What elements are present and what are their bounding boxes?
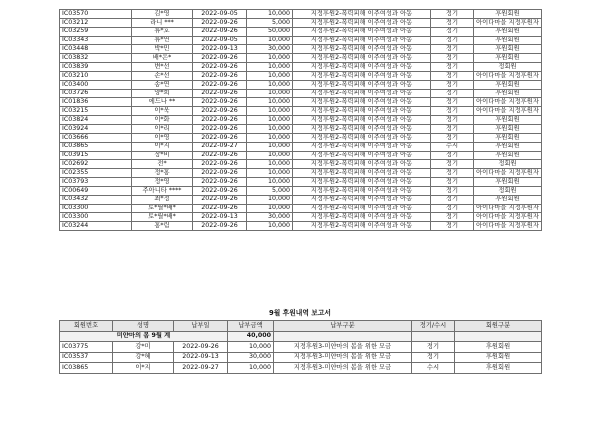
cell-category: 지정후원2-폭력피해 이주여성과 아동 xyxy=(293,80,431,89)
cell-name: 홍*림 xyxy=(132,222,193,231)
cell-category: 지정후원2-폭력피해 이주여성과 아동 xyxy=(293,133,431,142)
cell-amount: 30,000 xyxy=(247,45,293,54)
cell-type: 정기 xyxy=(431,169,474,178)
table-row xyxy=(60,63,542,72)
cell-type: 정기 xyxy=(431,63,474,72)
cell-member-type: 아이다마을 지정후원자 xyxy=(474,98,542,107)
header-category: 납부구분 xyxy=(274,321,412,332)
cell-member-id: IC03244 xyxy=(60,222,132,231)
cell-member-type: 후원회원 xyxy=(474,54,542,63)
cell-member-type: 아이다마을 지정후원자 xyxy=(474,18,542,27)
cell-date: 2022-09-26 xyxy=(193,54,247,63)
table-row xyxy=(60,18,542,27)
cell-member-type: 후원회원 xyxy=(474,124,542,133)
cell-type: 정기 xyxy=(431,116,474,125)
header-date: 납부일 xyxy=(174,321,228,332)
cell-category: 지정후원2-폭력피해 이주여성과 아동 xyxy=(293,160,431,169)
cell-amount: 10,000 xyxy=(247,54,293,63)
donor-table xyxy=(59,9,542,231)
cell-amount: 10,000 xyxy=(247,133,293,142)
cell-name: 전* xyxy=(132,160,193,169)
cell-type: 정기 xyxy=(431,222,474,231)
cell-amount: 10,000 xyxy=(247,204,293,213)
cell-type: 정기 xyxy=(431,204,474,213)
cell-member-type: 아이다마을 지정후원자 xyxy=(474,222,542,231)
cell-member-type: 후원회원 xyxy=(455,363,542,374)
cell-amount: 10,000 xyxy=(247,71,293,80)
cell-date: 2022-09-26 xyxy=(193,204,247,213)
cell-category: 지정후원2-폭력피해 이주여성과 아동 xyxy=(293,71,431,80)
cell-member-type: 아이다마을 지정후원자 xyxy=(474,107,542,116)
cell-category: 지정후원3-미얀마의 봄을 위한 모금 xyxy=(274,352,412,363)
report-header-row xyxy=(60,321,542,332)
cell-amount: 50,000 xyxy=(247,27,293,36)
cell-type: 정기 xyxy=(412,352,455,363)
cell-name: 손*선 xyxy=(132,71,193,80)
cell-type: 정기 xyxy=(431,10,474,19)
cell-type: 정기 xyxy=(431,98,474,107)
table-row xyxy=(60,54,542,63)
header-amount: 납부금액 xyxy=(228,321,274,332)
table-row xyxy=(60,142,542,151)
header-type: 정기/수시 xyxy=(412,321,455,332)
table-row xyxy=(60,133,542,142)
cell-date: 2022-09-13 xyxy=(174,352,228,363)
cell-date: 2022-09-26 xyxy=(193,71,247,80)
cell-member-type: 후원회원 xyxy=(474,195,542,204)
cell-member-type: 후원회원 xyxy=(474,89,542,98)
cell-name: 김*영 xyxy=(132,10,193,19)
table-row xyxy=(60,36,542,45)
cell-amount: 10,000 xyxy=(247,36,293,45)
cell-name: 이*화 xyxy=(132,116,193,125)
cell-category: 지정후원2-폭력피해 이주여성과 아동 xyxy=(293,195,431,204)
cell-name: 이*욱 xyxy=(132,107,193,116)
cell-member-type: 후원회원 xyxy=(455,352,542,363)
cell-type: 정기 xyxy=(431,89,474,98)
cell-name: 이*리 xyxy=(132,124,193,133)
cell-member-id: IC03865 xyxy=(60,363,113,374)
cell-category: 지정후원2-폭력피해 이주여성과 아동 xyxy=(293,54,431,63)
cell-category: 지정후원2-폭력피해 이주여성과 아동 xyxy=(293,186,431,195)
cell-member-id: IC03537 xyxy=(60,352,113,363)
cell-type: 정기 xyxy=(431,107,474,116)
subtotal-empty xyxy=(412,331,455,342)
cell-member-type: 정회원 xyxy=(474,160,542,169)
cell-date: 2022-09-05 xyxy=(193,10,247,19)
cell-amount: 5,000 xyxy=(247,186,293,195)
cell-date: 2022-09-05 xyxy=(193,36,247,45)
cell-type: 정기 xyxy=(431,80,474,89)
cell-amount: 10,000 xyxy=(247,151,293,160)
cell-amount: 10,000 xyxy=(247,89,293,98)
cell-name: 배*은* xyxy=(132,54,193,63)
table-row xyxy=(60,160,542,169)
cell-category: 지정후원2-폭력피해 이주여성과 아동 xyxy=(293,89,431,98)
cell-category: 지정후원2-폭력피해 이주여성과 아동 xyxy=(293,18,431,27)
table-row xyxy=(60,71,542,80)
cell-amount: 10,000 xyxy=(247,116,293,125)
cell-date: 2022-09-26 xyxy=(193,169,247,178)
cell-name: 박*민 xyxy=(132,45,193,54)
cell-date: 2022-09-26 xyxy=(193,222,247,231)
cell-category: 지정후원3-미얀마의 봄을 위한 모금 xyxy=(274,363,412,374)
cell-name: 토*릴*배* xyxy=(132,204,193,213)
cell-date: 2022-09-26 xyxy=(193,124,247,133)
report-table-body xyxy=(60,321,542,374)
cell-amount: 10,000 xyxy=(247,98,293,107)
cell-member-type: 정회원 xyxy=(474,186,542,195)
cell-member-id: IC00649 xyxy=(60,186,132,195)
cell-category: 지정후원2-폭력피해 이주여성과 아동 xyxy=(293,178,431,187)
cell-member-type: 후원회원 xyxy=(474,80,542,89)
subtotal-empty xyxy=(274,331,412,342)
donor-table-body xyxy=(60,10,542,231)
cell-member-id: IC03259 xyxy=(60,27,132,36)
cell-member-id: IC03343 xyxy=(60,36,132,45)
cell-member-id: IC03400 xyxy=(60,80,132,89)
cell-category: 지정후원2-폭력피해 이주여성과 아동 xyxy=(293,213,431,222)
cell-category: 지정후원2-폭력피해 이주여성과 아동 xyxy=(293,107,431,116)
cell-type: 정기 xyxy=(431,178,474,187)
subtotal-row xyxy=(60,331,542,342)
cell-member-type: 후원회원 xyxy=(474,151,542,160)
cell-member-id: IC03300 xyxy=(60,204,132,213)
cell-type: 정기 xyxy=(412,342,455,353)
cell-category: 지정후원2-폭력피해 이주여성과 아동 xyxy=(293,142,431,151)
cell-amount: 10,000 xyxy=(247,63,293,72)
cell-name: 강*미 xyxy=(113,342,174,353)
cell-member-id: IC03432 xyxy=(60,195,132,204)
cell-date: 2022-09-26 xyxy=(193,116,247,125)
cell-name: 변*선 xyxy=(132,63,193,72)
cell-type: 정기 xyxy=(431,195,474,204)
subtotal-label: 미얀마의 봄 9월 계 xyxy=(60,331,228,342)
cell-member-type: 아이다마을 지정후원자 xyxy=(474,213,542,222)
cell-member-id: IC03793 xyxy=(60,178,132,187)
table-row xyxy=(60,352,542,363)
cell-type: 정기 xyxy=(431,133,474,142)
table-row xyxy=(60,89,542,98)
cell-category: 지정후원2-폭력피해 이주여성과 아동 xyxy=(293,151,431,160)
cell-name: 최*정 xyxy=(132,195,193,204)
cell-date: 2022-09-26 xyxy=(193,27,247,36)
cell-member-id: IC03839 xyxy=(60,63,132,72)
cell-type: 정기 xyxy=(431,45,474,54)
cell-name: 양*희 xyxy=(132,89,193,98)
cell-member-type: 후원회원 xyxy=(474,142,542,151)
cell-date: 2022-09-26 xyxy=(193,133,247,142)
table-row xyxy=(60,222,542,231)
cell-name: 정*홍 xyxy=(132,169,193,178)
cell-category: 지정후원2-폭력피해 이주여성과 아동 xyxy=(293,36,431,45)
cell-date: 2022-09-26 xyxy=(193,18,247,27)
cell-date: 2022-09-13 xyxy=(193,213,247,222)
cell-member-id: IC01836 xyxy=(60,98,132,107)
cell-member-id: IC03666 xyxy=(60,133,132,142)
table-row xyxy=(60,10,542,19)
cell-member-id: IC03300 xyxy=(60,213,132,222)
cell-name: 이*영 xyxy=(132,133,193,142)
cell-name: 라니 *** xyxy=(132,18,193,27)
cell-type: 정기 xyxy=(431,160,474,169)
cell-member-type: 아이다마을 지정후원자 xyxy=(474,169,542,178)
cell-amount: 10,000 xyxy=(247,178,293,187)
cell-category: 지정후원2-폭력피해 이주여성과 아동 xyxy=(293,10,431,19)
cell-name: 강*혜 xyxy=(113,352,174,363)
cell-member-id: IC03775 xyxy=(60,342,113,353)
cell-date: 2022-09-26 xyxy=(193,178,247,187)
cell-date: 2022-09-26 xyxy=(193,107,247,116)
cell-member-type: 정회원 xyxy=(474,63,542,72)
cell-category: 지정후원2-폭력피해 이주여성과 아동 xyxy=(293,124,431,133)
cell-name: 이*지 xyxy=(113,363,174,374)
cell-member-type: 후원회원 xyxy=(474,10,542,19)
cell-amount: 10,000 xyxy=(247,160,293,169)
table-row xyxy=(60,342,542,353)
cell-member-id: IC03832 xyxy=(60,54,132,63)
cell-date: 2022-09-13 xyxy=(193,45,247,54)
cell-category: 지정후원2-폭력피해 이주여성과 아동 xyxy=(293,169,431,178)
cell-name: 에드나 ** xyxy=(132,98,193,107)
cell-member-id: IC03924 xyxy=(60,124,132,133)
cell-member-id: IC03570 xyxy=(60,10,132,19)
cell-member-type: 후원회원 xyxy=(474,178,542,187)
report-table xyxy=(59,320,542,374)
cell-category: 지정후원2-폭력피해 이주여성과 아동 xyxy=(293,204,431,213)
cell-name: 정*영 xyxy=(132,178,193,187)
cell-category: 지정후원2-폭력피해 이주여성과 아동 xyxy=(293,116,431,125)
header-member-type: 회원구분 xyxy=(455,321,542,332)
cell-member-id: IC03210 xyxy=(60,71,132,80)
table-row xyxy=(60,107,542,116)
cell-member-id: IC03212 xyxy=(60,18,132,27)
table-row xyxy=(60,195,542,204)
cell-amount: 30,000 xyxy=(247,213,293,222)
cell-amount: 30,000 xyxy=(228,352,274,363)
subtotal-empty xyxy=(455,331,542,342)
report-title: 9월 후원내역 보고서 xyxy=(269,309,331,317)
cell-amount: 10,000 xyxy=(247,107,293,116)
cell-type: 정기 xyxy=(431,213,474,222)
cell-name: 장*비 xyxy=(132,151,193,160)
cell-date: 2022-09-27 xyxy=(174,363,228,374)
cell-member-type: 아이다마을 지정후원자 xyxy=(474,204,542,213)
cell-category: 지정후원2-폭력피해 이주여성과 아동 xyxy=(293,222,431,231)
cell-type: 정기 xyxy=(431,18,474,27)
cell-date: 2022-09-26 xyxy=(193,151,247,160)
table-row xyxy=(60,124,542,133)
cell-amount: 10,000 xyxy=(247,142,293,151)
cell-amount: 10,000 xyxy=(228,363,274,374)
header-member-id: 회원번호 xyxy=(60,321,113,332)
cell-amount: 10,000 xyxy=(247,80,293,89)
cell-date: 2022-09-26 xyxy=(193,195,247,204)
cell-date: 2022-09-26 xyxy=(174,342,228,353)
table-row xyxy=(60,204,542,213)
subtotal-amount: 40,000 xyxy=(228,331,274,342)
cell-member-id: IC03215 xyxy=(60,107,132,116)
cell-category: 지정후원2-폭력피해 이주여성과 아동 xyxy=(293,63,431,72)
cell-name: 이*지 xyxy=(132,142,193,151)
cell-type: 정기 xyxy=(431,54,474,63)
cell-category: 지정후원2-폭력피해 이주여성과 아동 xyxy=(293,45,431,54)
header-name: 성명 xyxy=(113,321,174,332)
cell-date: 2022-09-26 xyxy=(193,98,247,107)
cell-member-id: IC03726 xyxy=(60,89,132,98)
table-row xyxy=(60,98,542,107)
cell-type: 수시 xyxy=(431,142,474,151)
cell-member-type: 후원회원 xyxy=(474,45,542,54)
cell-member-id: IC03824 xyxy=(60,116,132,125)
cell-member-id: IC03915 xyxy=(60,151,132,160)
cell-name: 토*릴*배* xyxy=(132,213,193,222)
table-row xyxy=(60,186,542,195)
cell-amount: 5,000 xyxy=(247,18,293,27)
table-row xyxy=(60,169,542,178)
table-row xyxy=(60,116,542,125)
cell-member-type: 후원회원 xyxy=(474,36,542,45)
cell-type: 수시 xyxy=(412,363,455,374)
cell-member-type: 후원회원 xyxy=(474,116,542,125)
cell-date: 2022-09-26 xyxy=(193,160,247,169)
cell-member-id: IC02692 xyxy=(60,160,132,169)
cell-amount: 10,000 xyxy=(247,169,293,178)
table-row xyxy=(60,80,542,89)
cell-type: 정기 xyxy=(431,27,474,36)
cell-amount: 10,000 xyxy=(247,10,293,19)
table-row xyxy=(60,213,542,222)
cell-date: 2022-09-26 xyxy=(193,186,247,195)
cell-type: 정기 xyxy=(431,124,474,133)
cell-date: 2022-09-26 xyxy=(193,63,247,72)
cell-type: 정기 xyxy=(431,36,474,45)
cell-member-type: 후원회원 xyxy=(455,342,542,353)
cell-name: 송*연 xyxy=(132,80,193,89)
cell-member-id: IC03865 xyxy=(60,142,132,151)
cell-member-type: 후원회원 xyxy=(474,133,542,142)
cell-amount: 10,000 xyxy=(228,342,274,353)
cell-member-type: 아이다마을 지정후원자 xyxy=(474,71,542,80)
cell-amount: 10,000 xyxy=(247,124,293,133)
cell-type: 정기 xyxy=(431,71,474,80)
cell-type: 정기 xyxy=(431,151,474,160)
cell-category: 지정후원2-폭력피해 이주여성과 아동 xyxy=(293,98,431,107)
cell-member-id: IC03448 xyxy=(60,45,132,54)
table-row xyxy=(60,45,542,54)
table-row xyxy=(60,151,542,160)
cell-category: 지정후원2-폭력피해 이주여성과 아동 xyxy=(293,27,431,36)
cell-date: 2022-09-26 xyxy=(193,80,247,89)
table-row xyxy=(60,27,542,36)
cell-amount: 10,000 xyxy=(247,195,293,204)
cell-member-id: IC02355 xyxy=(60,169,132,178)
cell-date: 2022-09-26 xyxy=(193,89,247,98)
cell-date: 2022-09-27 xyxy=(193,142,247,151)
cell-category: 지정후원3-미얀마의 봄을 위한 모금 xyxy=(274,342,412,353)
cell-type: 정기 xyxy=(431,186,474,195)
cell-name: 주아니타 **** xyxy=(132,186,193,195)
cell-member-type: 후원회원 xyxy=(474,27,542,36)
table-row xyxy=(60,178,542,187)
cell-name: 류*연 xyxy=(132,36,193,45)
cell-amount: 10,000 xyxy=(247,222,293,231)
cell-name: 류*호 xyxy=(132,27,193,36)
table-row xyxy=(60,363,542,374)
